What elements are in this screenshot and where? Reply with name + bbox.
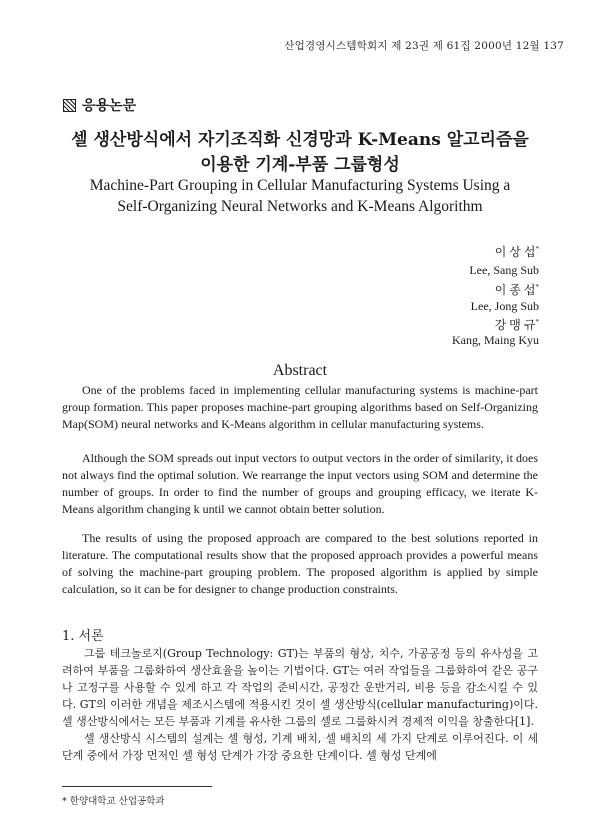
english-title-line-2: Self-Organizing Neural Networks and K-Means Algorithm — [117, 198, 483, 215]
korean-title-line-2: 이용한 기계-부품 그룹형성 — [200, 155, 400, 175]
category-label: 응용논문 — [82, 98, 137, 114]
english-title-line-1: Machine-Part Grouping in Cellular Manufacturing Systems Using a — [89, 177, 511, 194]
abstract-heading: Abstract — [272, 362, 328, 379]
hatched-square-icon — [63, 99, 76, 112]
author-1-korean-name: 이 상 섭* — [494, 245, 539, 259]
abstract-paragraph-1: One of the problems faced in implementing cellular manufacturing systems is machine-part group formation. This paper proposes machine-part grouping algorithms based on Self-Organizing Map(SOM) neural networks and K-Means algorithm in cellular manufacturing systems. — [62, 383, 538, 431]
korean-title-line-1: 셀 생산방식에서 자기조직화 신경망과 K-Means 알고리즘을 — [71, 130, 529, 150]
author-3-english-name: Kang, Maing Kyu — [452, 333, 539, 347]
author-3-korean-name: 강 맹 규* — [494, 318, 539, 332]
author-2-korean-name: 이 종 섭* — [494, 283, 539, 297]
footnote-rule — [62, 786, 212, 787]
running-head: 산업경영시스템학회지 제 23권 제 61집 2000년 12월 137 — [284, 40, 564, 52]
abstract-paragraph-3: The results of using the proposed approach are compared to the best solutions reported in literature. The computational results show that the proposed approach provides a powerful means of solving the machine-part grouping problem. The proposed algorithm is applied by simple calculation, so it can be for designer to change production constraints. — [62, 531, 538, 596]
paper-category — [63, 95, 136, 115]
affiliation-footnote: * 한양대학교 산업공학과 — [62, 796, 165, 807]
section-1-title: 1. 서론 — [62, 629, 104, 644]
section-1-body — [62, 645, 538, 764]
section-1-paragraph-1: 그룹 테크놀로지(Group Technology: GT)는 부품의 형상, 치수, 가공공정 등의 유사성을 고려하여 부품을 그룹화하여 생산효율을 높이는 기법이다. GT는 여러 작업들을 그룹화하여 같은 공구나 고정구를 사용할 수 있게 하고 각 작업의 준비시간, 공정간 운반거리, 비용 등을 감소시킬 수 있다. GT의 이러한 개념을 제조시스템에 적용시킨 것이 셀 생산방식(cellular manufacturing)이다. 셀 생산방식에서는 모든 부품과 기계를 유사한 그룹의 셀로 그룹화시켜 경제적 이익을 창출한다[1]. — [62, 647, 538, 728]
author-1-english-name: Lee, Sang Sub — [469, 263, 539, 277]
section-1-paragraph-2: 셀 생산방식 시스템의 설계는 셀 형성, 기계 배치, 셀 배치의 세 가지 단계로 이루어진다. 이 세 단계 중에서 가장 먼저인 셀 형성 단계가 가장 중요한 단계이다. 셀 형성 단계에 — [62, 732, 538, 762]
abstract-paragraph-2: Although the SOM spreads out input vectors to output vectors in the order of similarity, it does not always find the optimal solution. We rearrange the input vectors using SOM and determine the number of groups. In order to find the number of groups and grouping efficacy, we iterate K-Means algorithm changing k until we cannot obtain better solution. — [62, 451, 538, 516]
author-2-english-name: Lee, Jong Sub — [470, 299, 539, 313]
